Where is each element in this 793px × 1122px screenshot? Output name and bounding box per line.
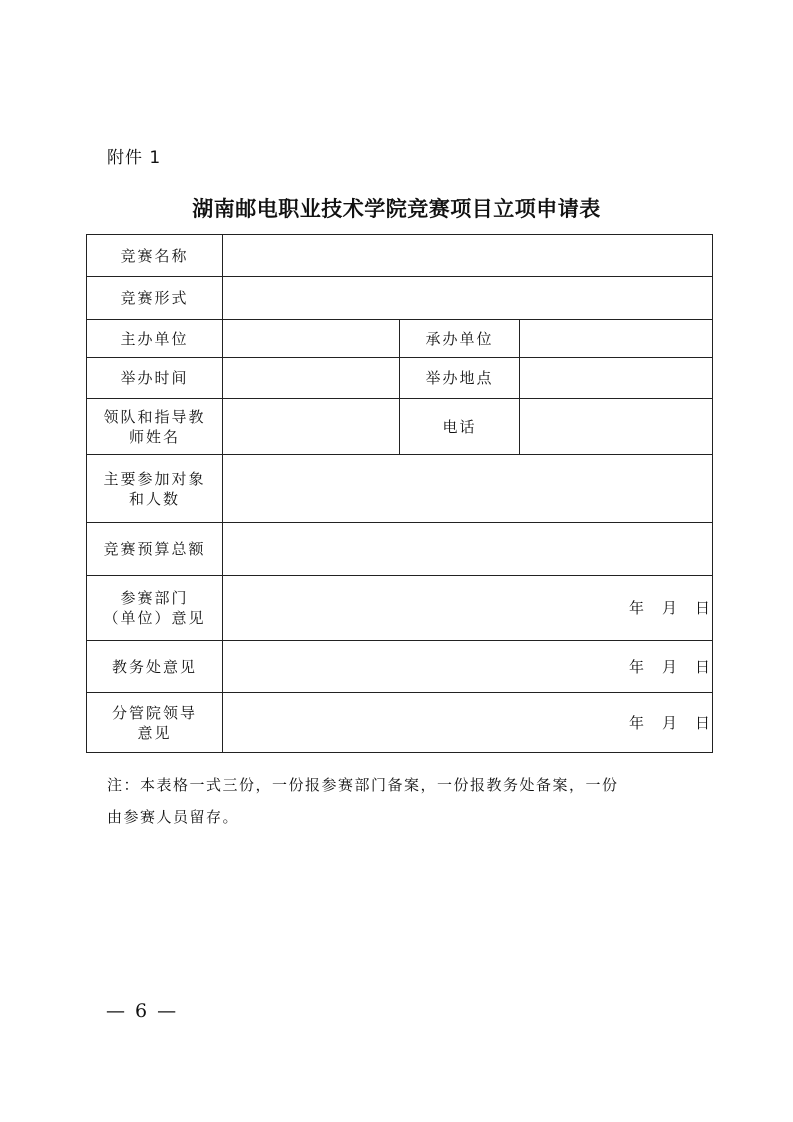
table-row <box>87 399 713 455</box>
table-row <box>87 641 713 693</box>
year-label: 年 <box>628 657 646 676</box>
budget-label: 竞赛预算总额 <box>87 523 223 576</box>
organizer-label: 主办单位 <box>87 320 223 358</box>
leader-opinion-label-line1: 分管院领导 <box>111 703 197 722</box>
competition-form-field[interactable] <box>223 277 713 320</box>
academic-opinion-field[interactable] <box>223 641 713 693</box>
organizer-field[interactable] <box>223 320 400 358</box>
competition-form-label: 竞赛形式 <box>87 277 223 320</box>
year-label: 年 <box>628 599 646 617</box>
participants-label-line2: 和人数 <box>128 489 180 508</box>
note-line2: 由参赛人员留存。 <box>107 808 240 826</box>
table-row <box>87 320 713 358</box>
table-row <box>87 523 713 576</box>
table-row <box>87 358 713 399</box>
co-organizer-field[interactable] <box>520 320 713 358</box>
month-label: 月 <box>661 713 679 732</box>
note-line1: 注：本表格一式三份，一份报参赛部门备案，一份报教务处备案，一份 <box>107 776 619 794</box>
page-number: — 6 — <box>106 1000 179 1022</box>
time-field[interactable] <box>223 358 400 399</box>
dept-opinion-field[interactable] <box>223 576 713 641</box>
dept-opinion-label-line1: 参赛部门 <box>120 589 189 607</box>
participants-field[interactable] <box>223 455 713 523</box>
academic-opinion-label: 教务处意见 <box>87 641 223 693</box>
dept-opinion-label <box>87 576 223 641</box>
day-label: 日 <box>695 713 713 732</box>
participants-label <box>87 455 223 523</box>
table-row <box>87 455 713 523</box>
form-note <box>107 769 697 833</box>
competition-name-field[interactable] <box>223 235 713 277</box>
participants-label-line1: 主要参加对象 <box>103 469 206 488</box>
attachment-label: 附件 1 <box>107 148 162 168</box>
phone-field[interactable] <box>520 399 713 455</box>
competition-name-label: 竞赛名称 <box>87 235 223 277</box>
day-label: 日 <box>695 657 713 676</box>
form-title: 湖南邮电职业技术学院竞赛项目立项申请表 <box>192 197 601 221</box>
month-label: 月 <box>661 657 679 676</box>
table-row <box>87 693 713 753</box>
month-label: 月 <box>661 599 679 617</box>
table-row <box>87 576 713 641</box>
phone-label: 电话 <box>400 399 520 455</box>
table-row <box>87 235 713 277</box>
leader-label-line1: 领队和指导教 <box>103 407 206 426</box>
leader-opinion-label-line2: 意见 <box>137 723 172 742</box>
time-label: 举办时间 <box>87 358 223 399</box>
table-row <box>87 277 713 320</box>
leader-label <box>87 399 223 455</box>
budget-field[interactable] <box>223 523 713 576</box>
dept-opinion-label-line2: （单位）意见 <box>103 609 206 627</box>
co-organizer-label: 承办单位 <box>400 320 520 358</box>
location-label: 举办地点 <box>400 358 520 399</box>
day-label: 日 <box>695 599 713 617</box>
leader-opinion-field[interactable] <box>223 693 713 753</box>
leader-label-line2: 师姓名 <box>128 427 180 446</box>
year-label: 年 <box>628 713 646 732</box>
location-field[interactable] <box>520 358 713 399</box>
leader-field[interactable] <box>223 399 400 455</box>
leader-opinion-label <box>87 693 223 753</box>
application-form-table <box>86 234 713 753</box>
